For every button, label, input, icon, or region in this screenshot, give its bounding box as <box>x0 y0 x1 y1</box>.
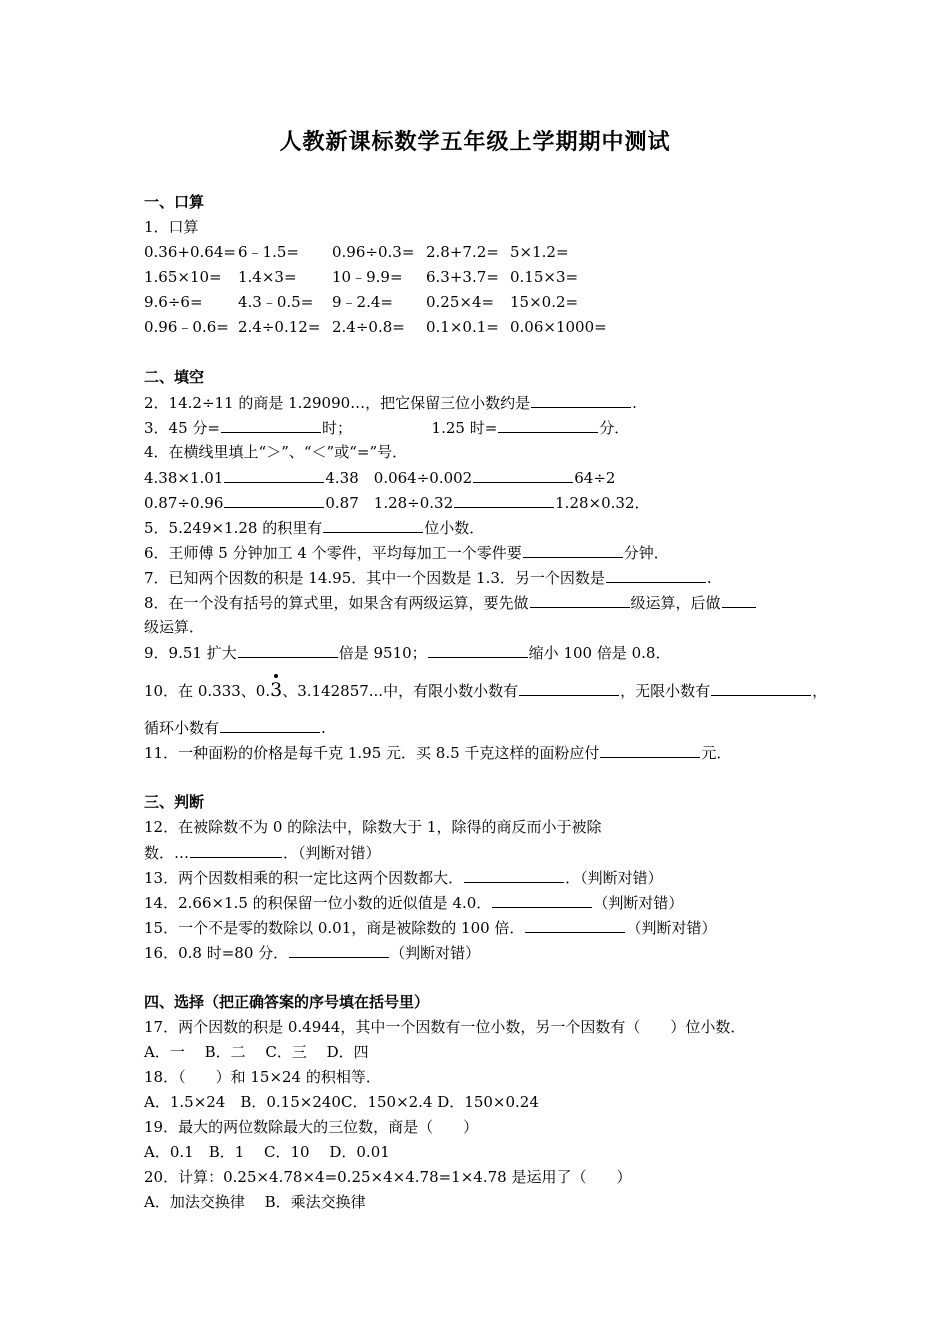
answer-blank[interactable] <box>711 680 811 696</box>
question-text: ．（判断对错） <box>283 844 381 862</box>
grid-cell: 4.3﹣0.5= <box>238 293 314 311</box>
grid-cell: 10﹣9.9= <box>332 268 403 286</box>
question-text: 1.28×0.32． <box>555 494 650 512</box>
question-7 <box>144 567 712 587</box>
question-4-row-2 <box>144 492 650 512</box>
grid-cell: 2.4÷0.8= <box>332 318 405 336</box>
answer-blank[interactable] <box>531 392 631 408</box>
question-text: 16．0.8 时=80 分． <box>144 944 289 962</box>
answer-blank[interactable] <box>525 917 625 933</box>
answer-blank[interactable] <box>498 417 598 433</box>
question-text: 2．14.2÷11 的商是 1.29090…，把它保留三位小数约是 <box>144 394 531 412</box>
question-text: 倍是 9510； <box>338 644 427 662</box>
question-2 <box>144 392 637 412</box>
question-text: 10．在 0.333、0. <box>144 682 271 700</box>
answer-blank[interactable] <box>323 517 423 533</box>
question-18-options: A．1.5×24 B．0.15×240C．150×2.4 D．150×0.24 <box>144 1093 539 1111</box>
question-text: 位小数． <box>424 519 485 537</box>
question-19-options: A．0.1 B．1 C．10 D．0.01 <box>144 1143 390 1161</box>
question-text: 8．在一个没有括号的算式里，如果含有两级运算，要先做 <box>144 594 529 612</box>
grid-cell: 0.06×1000= <box>510 318 607 336</box>
grid-cell: 15×0.2= <box>510 293 579 311</box>
answer-blank[interactable] <box>289 942 389 958</box>
grid-cell: 6.3+3.7= <box>426 268 499 286</box>
question-text: ．（判断对错） <box>565 869 663 887</box>
answer-blank[interactable] <box>492 892 592 908</box>
grid-cell: 1.4×3= <box>238 268 297 286</box>
page-title: 人教新课标数学五年级上学期期中测试 <box>279 129 671 155</box>
section-heading-true-false: 三、判断 <box>144 793 205 811</box>
question-text: 9．9.51 扩大 <box>144 644 237 662</box>
question-text: 6．王师傅 5 分钟加工 4 个零件，平均每加工一个零件要 <box>144 544 522 562</box>
answer-blank[interactable] <box>238 642 338 658</box>
question-text: 13．两个因数相乘的积一定比这两个因数都大． <box>144 869 464 887</box>
question-4-row-1 <box>144 467 615 487</box>
answer-blank[interactable] <box>224 467 324 483</box>
grid-cell: 9﹣2.4= <box>332 293 393 311</box>
question-text: 64÷2 <box>574 469 616 487</box>
answer-blank[interactable] <box>722 592 756 608</box>
question-text: 缩小 100 倍是 0.8． <box>528 644 671 662</box>
question-text: ， <box>812 682 828 700</box>
answer-blank[interactable] <box>454 492 554 508</box>
question-text: . <box>321 719 326 737</box>
answer-blank[interactable] <box>220 717 320 733</box>
question-17: 17．两个因数的积是 0.4944，其中一个因数有一位小数，另一个因数有（ ）位小数． <box>144 1018 746 1036</box>
question-text: 4.38 0.064÷0.002 <box>325 469 473 487</box>
grid-cell: 0.36+0.64= <box>144 243 236 261</box>
question-18: 18．（ ）和 15×24 的积相等． <box>144 1068 381 1086</box>
question-text: . <box>632 394 637 412</box>
grid-cell: 0.1×0.1= <box>426 318 499 336</box>
answer-blank[interactable] <box>473 467 573 483</box>
question-20: 20．计算：0.25×4.78×4=0.25×4×4.78=1×4.78 是运用了（ ） <box>144 1168 632 1186</box>
question-20-options: A．加法交换律 B．乘法交换律 <box>144 1193 366 1211</box>
grid-cell: 2.8+7.2= <box>426 243 499 261</box>
grid-cell: 6﹣1.5= <box>238 243 299 261</box>
question-text: 11．一种面粉的价格是每千克 1.95 元．买 8.5 千克这样的面粉应付 <box>144 744 600 762</box>
question-text: 3．45 分= <box>144 419 220 437</box>
question-text: 数．… <box>144 844 190 862</box>
section-heading-multiple-choice: 四、选择（把正确答案的序号填在括号里） <box>144 993 430 1011</box>
answer-blank[interactable] <box>600 742 700 758</box>
question-11 <box>144 742 731 762</box>
question-12: 12．在被除数不为 0 的除法中，除数大于 1，除得的商反而小于被除 <box>144 818 602 836</box>
question-text: 1.25 时= <box>431 419 498 437</box>
question-1-label: 1．口算 <box>144 218 199 236</box>
question-8 <box>144 592 757 612</box>
grid-cell: 0.25×4= <box>426 293 495 311</box>
question-text: 15．一个不是零的数除以 0.01，商是被除数的 100 倍． <box>144 919 525 937</box>
question-17-options: A．一 B．二 C．三 D．四 <box>144 1043 369 1061</box>
question-text: 0.87÷0.96 <box>144 494 224 512</box>
question-text: 分钟． <box>623 544 669 562</box>
question-text: 0.87 1.28÷0.32 <box>325 494 454 512</box>
question-10-continued <box>144 717 326 737</box>
question-14 <box>144 892 683 912</box>
grid-cell: 0.15×3= <box>510 268 579 286</box>
question-3 <box>144 417 629 437</box>
question-text: 7．已知两个因数的积是 14.95．其中一个因数是 1.3．另一个因数是 <box>144 569 605 587</box>
answer-blank[interactable] <box>428 642 528 658</box>
question-text: 级运算，后做 <box>630 594 721 612</box>
question-19: 19．最大的两位数除最大的三位数，商是（ ） <box>144 1118 479 1136</box>
answer-blank[interactable] <box>464 867 564 883</box>
question-9 <box>144 642 670 662</box>
grid-cell: 0.96﹣0.6= <box>144 318 229 336</box>
question-text: . <box>706 569 712 587</box>
question-13 <box>144 867 663 887</box>
answer-blank[interactable] <box>224 492 324 508</box>
answer-blank[interactable] <box>190 842 282 858</box>
grid-cell: 2.4÷0.12= <box>238 318 321 336</box>
answer-blank[interactable] <box>606 567 706 583</box>
question-text: （判断对错） <box>390 944 481 962</box>
question-4: 4．在横线里填上“＞”、“＜”或“=”号． <box>144 443 408 461</box>
question-6 <box>144 542 669 562</box>
question-text: ，无限小数有 <box>620 682 711 700</box>
question-text: 4.38×1.01 <box>144 469 224 487</box>
grid-cell: 9.6÷6= <box>144 293 203 311</box>
section-heading-fill-in: 二、填空 <box>144 368 205 386</box>
question-text: 分． <box>599 419 630 437</box>
question-text: （判断对错） <box>626 919 717 937</box>
question-8-continued: 级运算． <box>144 618 205 636</box>
answer-blank[interactable] <box>530 592 630 608</box>
question-5 <box>144 517 484 537</box>
question-15 <box>144 917 716 937</box>
question-text: 循环小数有 <box>144 719 220 737</box>
question-text: 5．5.249×1.28 的积里有 <box>144 519 323 537</box>
question-text: 、3.142857...中，有限小数小数有 <box>282 682 519 700</box>
question-text: 时； <box>321 419 352 437</box>
question-10 <box>144 678 827 702</box>
repeating-digit: 3 <box>270 679 283 701</box>
question-text: 元． <box>701 744 732 762</box>
answer-blank[interactable] <box>221 417 321 433</box>
question-16 <box>144 942 480 962</box>
grid-cell: 5×1.2= <box>510 243 569 261</box>
section-heading-mental-math: 一、口算 <box>144 193 205 211</box>
grid-cell: 1.65×10= <box>144 268 222 286</box>
question-text: 14．2.66×1.5 的积保留一位小数的近似值是 4.0． <box>144 894 492 912</box>
question-12-continued <box>144 842 381 862</box>
answer-blank[interactable] <box>519 680 619 696</box>
answer-blank[interactable] <box>523 542 623 558</box>
grid-cell: 0.96÷0.3= <box>332 243 415 261</box>
question-text: （判断对错） <box>593 894 684 912</box>
